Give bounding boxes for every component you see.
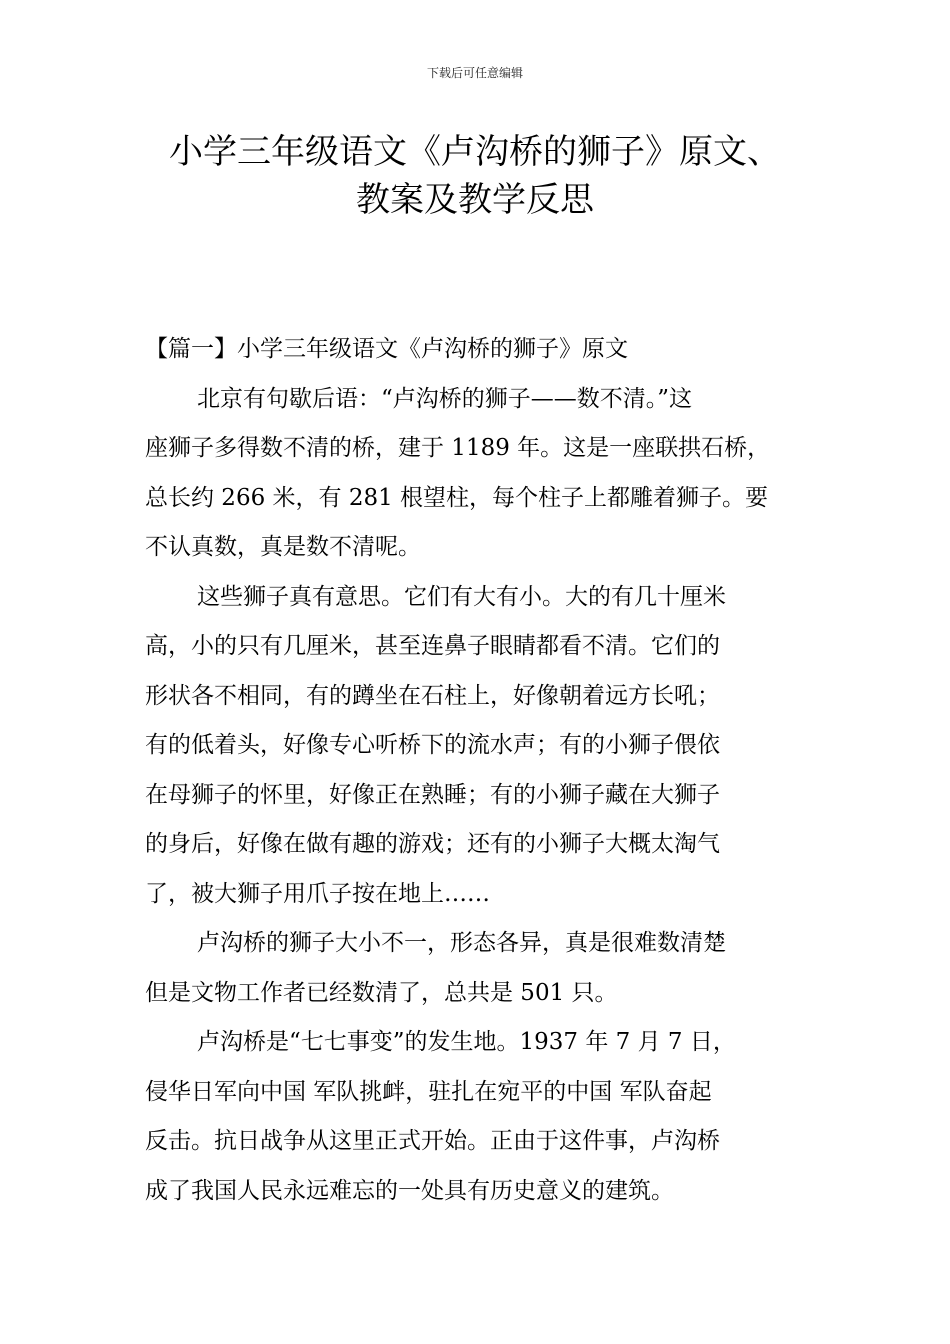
paragraph-line: 不认真数，真是数不清呢。 — [145, 534, 421, 560]
paragraph-line: 有的低着头，好像专心听桥下的流水声；有的小狮子偎依 — [145, 732, 720, 758]
paragraph-4 — [145, 1018, 825, 1216]
paragraph-line: 这些狮子真有意思。它们有大有小。大的有几十厘米 — [197, 583, 726, 610]
paragraph-line: 反击。抗日战争从这里正式开始。正由于这件事，卢沟桥 — [145, 1128, 720, 1154]
paragraph-line: 北京有句歇后语：“卢沟桥的狮子——数不清。”这 — [197, 385, 693, 412]
paragraph-line: 侵华日军向中国 军队挑衅，驻扎在宛平的中国 军队奋起 — [145, 1078, 712, 1105]
title-line-1: 小学三年级语文《卢沟桥的狮子》原文、 — [169, 132, 781, 172]
header-note: 下载后可任意编辑 — [426, 66, 523, 80]
paragraph-line: 的身后，好像在做有趣的游戏；还有的小狮子大概太淘气 — [145, 831, 720, 857]
paragraph-line: 形状各不相同，有的蹲坐在石柱上，好像朝着远方长吼； — [145, 682, 720, 709]
paragraph-1 — [145, 375, 825, 573]
paragraph-line: 卢沟桥是“七七事变”的发生地。1937 年 7 月 7 日， — [197, 1029, 736, 1055]
paragraph-2 — [145, 573, 825, 920]
paragraph-line: 卢沟桥的狮子大小不一，形态各异，真是很难数清楚 — [197, 930, 726, 956]
paragraph-line: 了，被大狮子用爪子按在地上…… — [145, 880, 490, 907]
paragraph-line: 总长约 266 米，有 281 根望柱，每个柱子上都雕着狮子。要 — [145, 484, 769, 511]
section-heading: 【篇一】小学三年级语文《卢沟桥的狮子》原文 — [145, 336, 628, 362]
paragraph-line: 高，小的只有几厘米，甚至连鼻子眼睛都看不清。它们的 — [145, 633, 720, 659]
title-line-2: 教案及教学反思 — [356, 180, 594, 220]
paragraph-line: 座狮子多得数不清的桥，建于 1189 年。这是一座联拱石桥， — [145, 435, 771, 461]
paragraph-line: 成了我国人民永远难忘的一处具有历史意义的建筑。 — [145, 1177, 674, 1204]
body-text — [145, 325, 825, 1216]
paragraph-line: 在母狮子的怀里，好像正在熟睡；有的小狮子藏在大狮子 — [145, 781, 720, 808]
paragraph-3 — [145, 919, 825, 1018]
paragraph-line: 但是文物工作者已经数清了，总共是 501 只。 — [145, 979, 618, 1006]
document-title — [100, 128, 850, 224]
